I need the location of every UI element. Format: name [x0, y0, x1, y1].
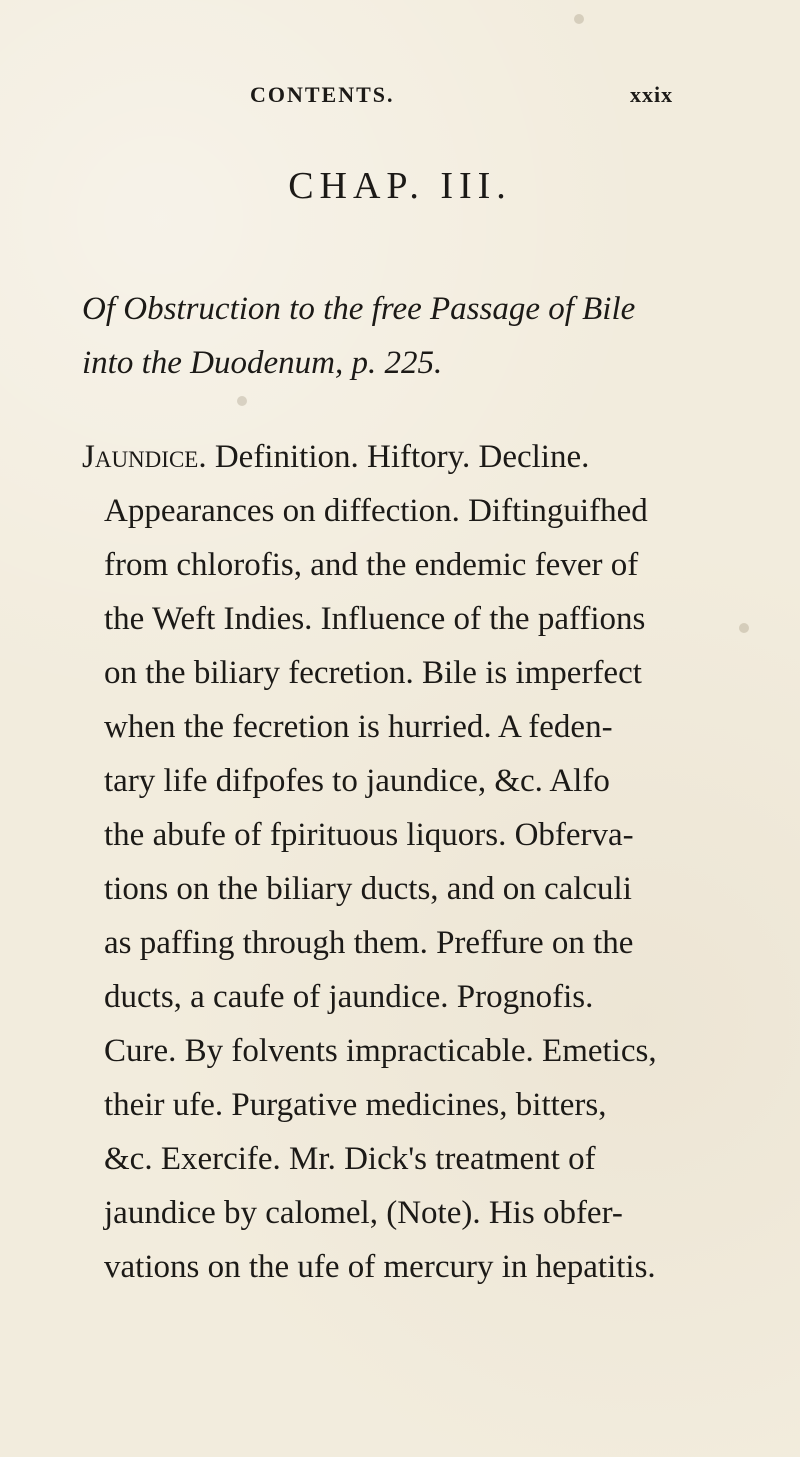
- summary-line-9: tions on the biliary ducts, and on calculi: [104, 871, 632, 907]
- summary-line-5: on the biliary fecretion. Bile is imperfect: [104, 655, 642, 691]
- chapter-heading: CHAP. III.: [288, 165, 512, 207]
- chapter-summary: [82, 430, 732, 1294]
- summary-line-11: ducts, a caufe of jaundice. Prognofis.: [104, 979, 594, 1015]
- summary-line-4: the Weft Indies. Influence of the paffions: [104, 601, 646, 637]
- summary-line-3: from chlorofis, and the endemic fever of: [104, 547, 639, 583]
- summary-line-6: when the fecretion is hurried. A feden-: [104, 709, 613, 745]
- chapter-title-line-1: Of Obstruction to the free Passage of Bile: [82, 291, 636, 327]
- summary-line-14: &c. Exercife. Mr. Dick's treatment of: [104, 1141, 596, 1177]
- ink-speck: [237, 396, 247, 406]
- page-number: xxix: [630, 82, 674, 107]
- chapter-title-line-2: into the Duodenum, p. 225.: [82, 345, 443, 381]
- ink-speck: [739, 623, 749, 633]
- ink-speck: [574, 14, 584, 24]
- summary-line-12: Cure. By folvents impracticable. Emetics,: [104, 1033, 657, 1069]
- summary-line-1-text: Definition. Hiftory. Decline.: [206, 439, 590, 475]
- running-head: CONTENTS.: [250, 82, 395, 107]
- summary-lead: Jaundice.: [82, 439, 207, 475]
- summary-line-7: tary life difpofes to jaundice, &c. Alfo: [104, 763, 610, 799]
- summary-line-8: the abufe of fpirituous liquors. Obferva-: [104, 817, 634, 853]
- summary-line-2: Appearances on diffection. Diftinguifhed: [104, 493, 648, 529]
- summary-line-10: as paffing through them. Preffure on the: [104, 925, 634, 961]
- summary-line-1: [82, 430, 732, 484]
- summary-line-16: vations on the ufe of mercury in hepatitis.: [104, 1249, 656, 1285]
- summary-line-13: their ufe. Purgative medicines, bitters,: [104, 1087, 607, 1123]
- chapter-title: [82, 282, 732, 390]
- summary-line-15: jaundice by calomel, (Note). His obfer-: [104, 1195, 623, 1231]
- page-header: [0, 82, 800, 122]
